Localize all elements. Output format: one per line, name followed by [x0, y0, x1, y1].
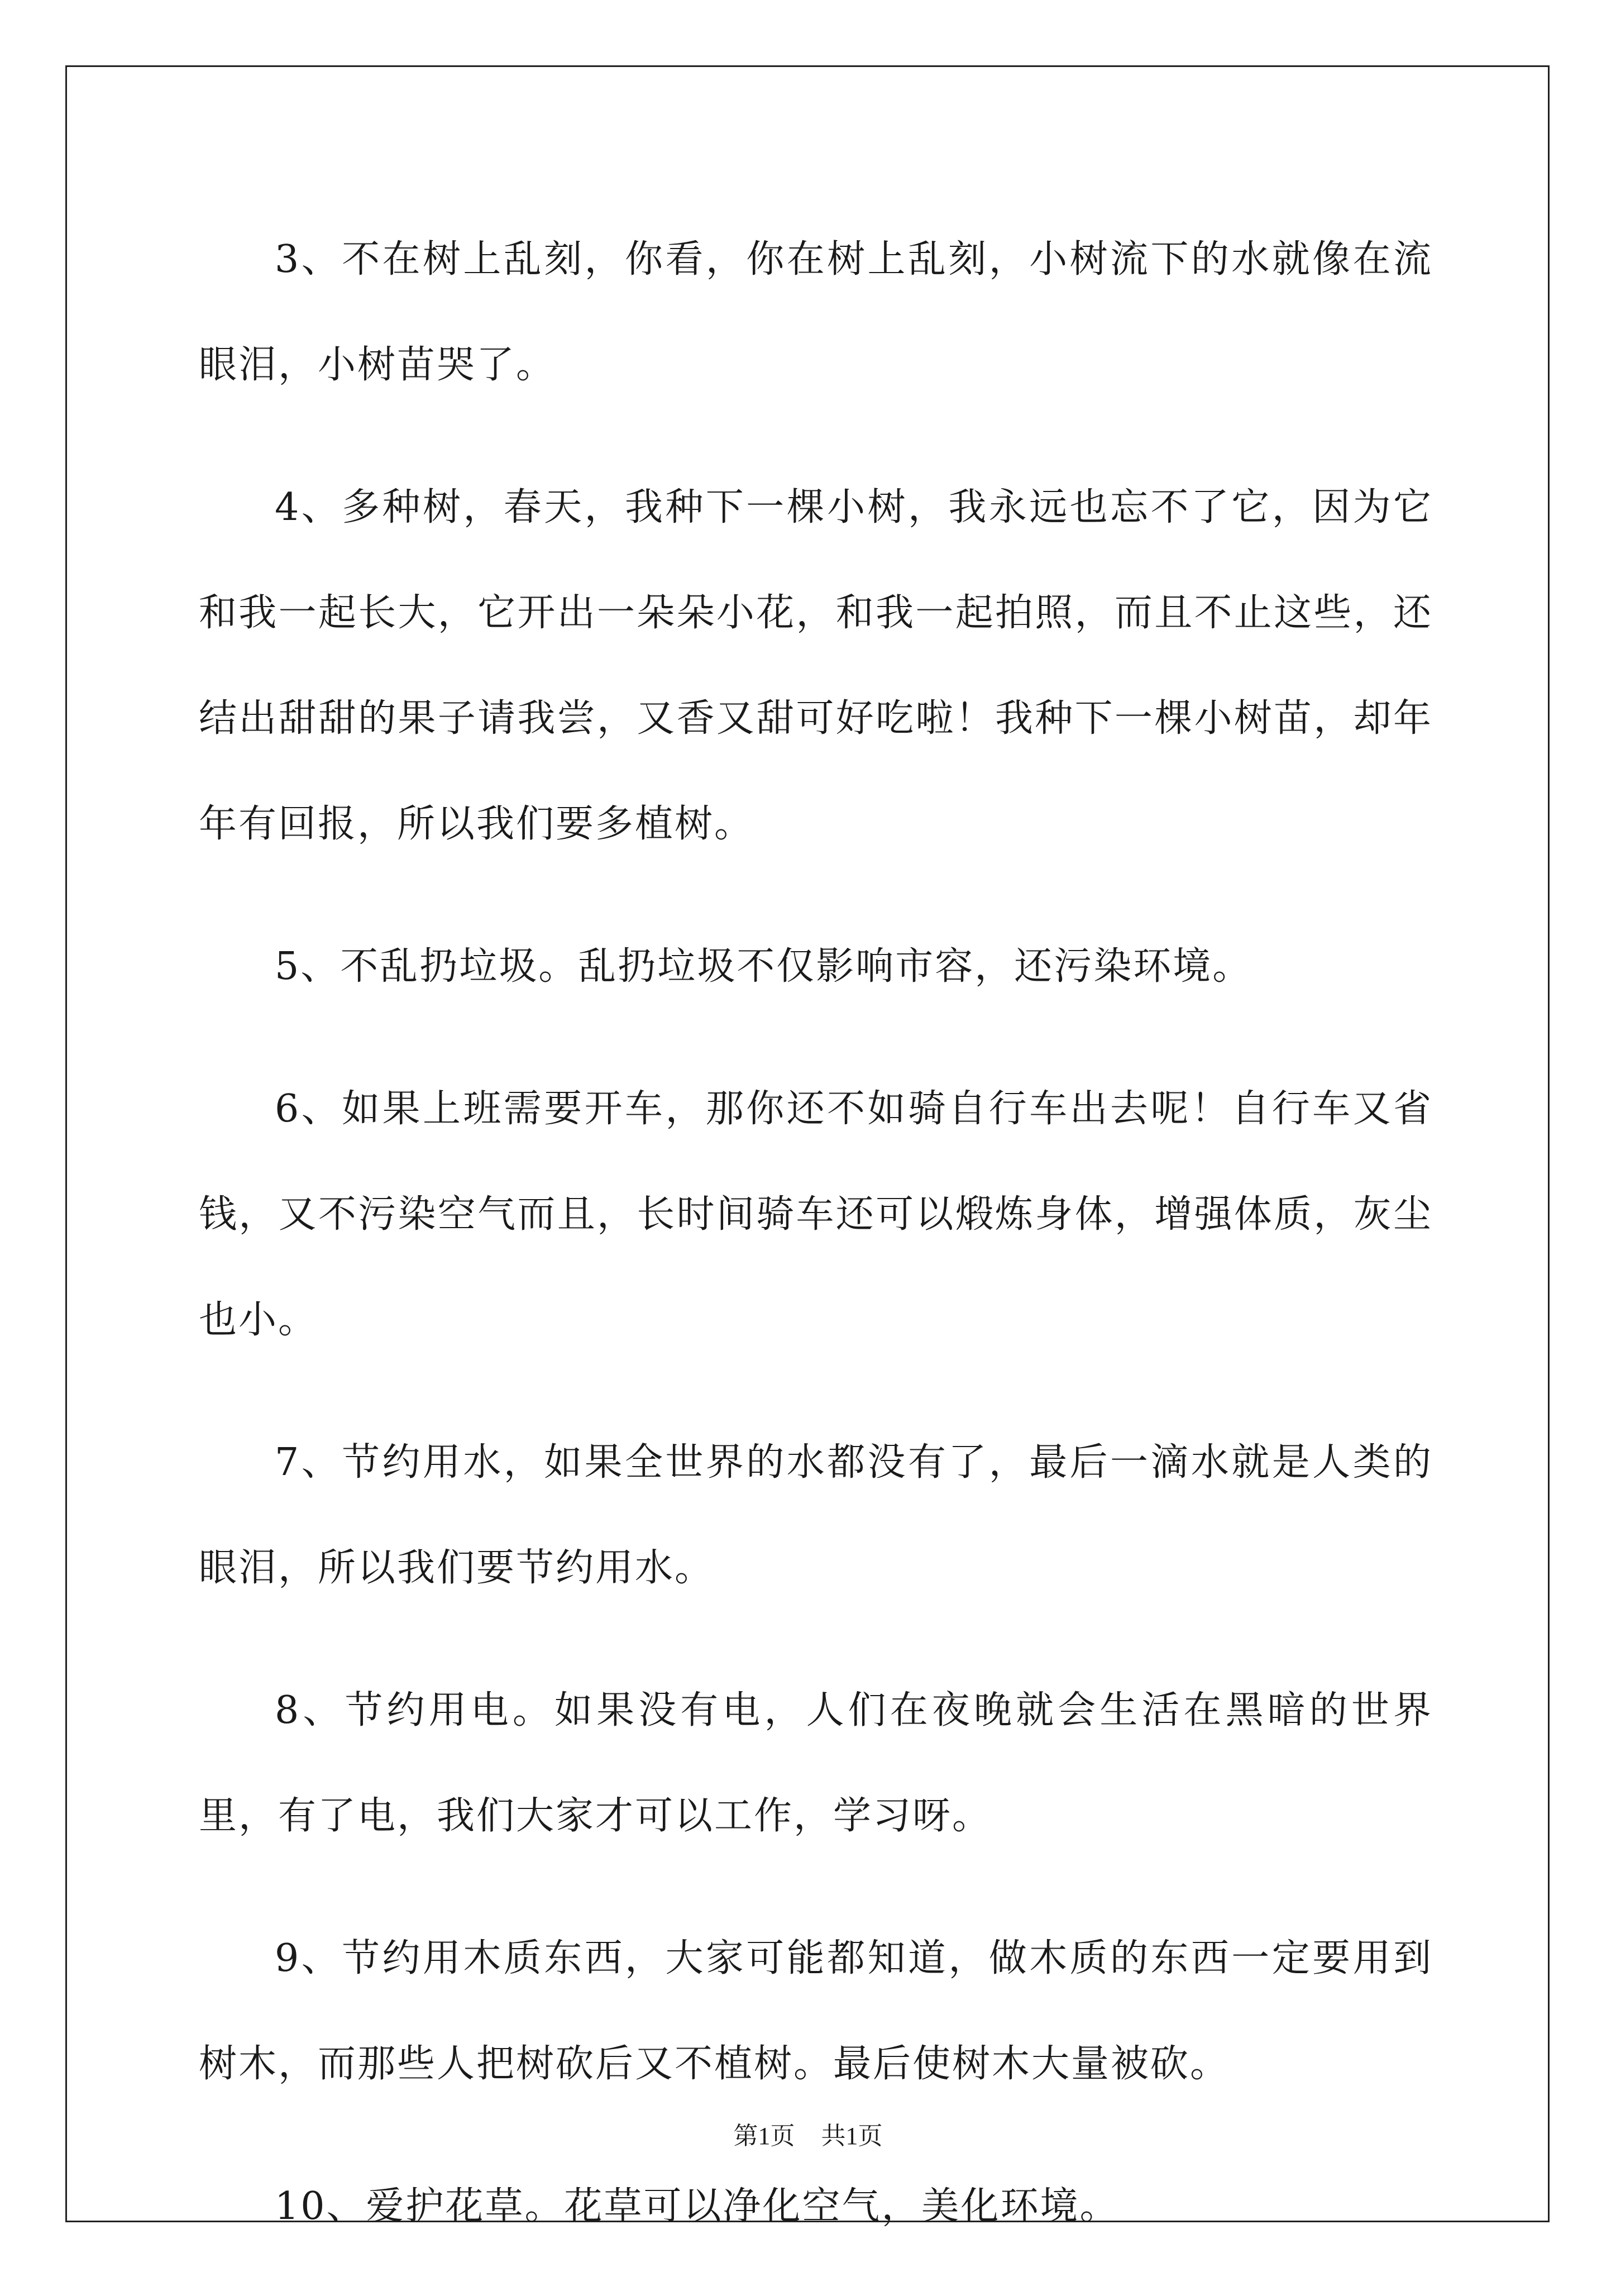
page-number-total: 共1页 [821, 2122, 883, 2150]
paragraph-item-9: 9、节约用木质东西，大家可能都知道，做木质的东西一定要用到树木，而那些人把树砍后又不植树。最后使树木大量被砍。 [199, 1936, 1433, 2086]
paragraph-item-3: 3、不在树上乱刻，你看，你在树上乱刻，小树流下的水就像在流眼泪，小树苗哭了。 [199, 237, 1433, 387]
page-number-current: 第1页 [733, 2122, 795, 2150]
document-body [199, 207, 1433, 2296]
paragraph-item-10: 10、爱护花草。花草可以净化空气，美化环境。 [275, 2184, 1120, 2228]
paragraph-item-5: 5、不乱扔垃圾。乱扔垃圾不仅影响市容，还污染环境。 [275, 944, 1252, 989]
paragraph-item-4: 4、多种树，春天，我种下一棵小树，我永远也忘不了它，因为它和我一起长大，它开出一朵朵小花，和我一起拍照，而且不止这些，还结出甜甜的果子请我尝，又香又甜可好吃啦！我种下一棵小树苗，却年年有回报，所以我们要多植树。 [199, 485, 1433, 846]
paragraph-item-7: 7、节约用水，如果全世界的水都没有了，最后一滴水就是人类的眼泪，所以我们要节约用水。 [199, 1440, 1433, 1590]
page-footer [0, 2120, 1616, 2153]
paragraph-item-6: 6、如果上班需要开车，那你还不如骑自行车出去呢！自行车又省钱，又不污染空气而且，长时间骑车还可以煅炼身体，增强体质，灰尘也小。 [199, 1087, 1433, 1342]
paragraph-item-8: 8、节约用电。如果没有电，人们在夜晚就会生活在黑暗的世界里，有了电，我们大家才可以工作，学习呀。 [199, 1688, 1433, 1838]
